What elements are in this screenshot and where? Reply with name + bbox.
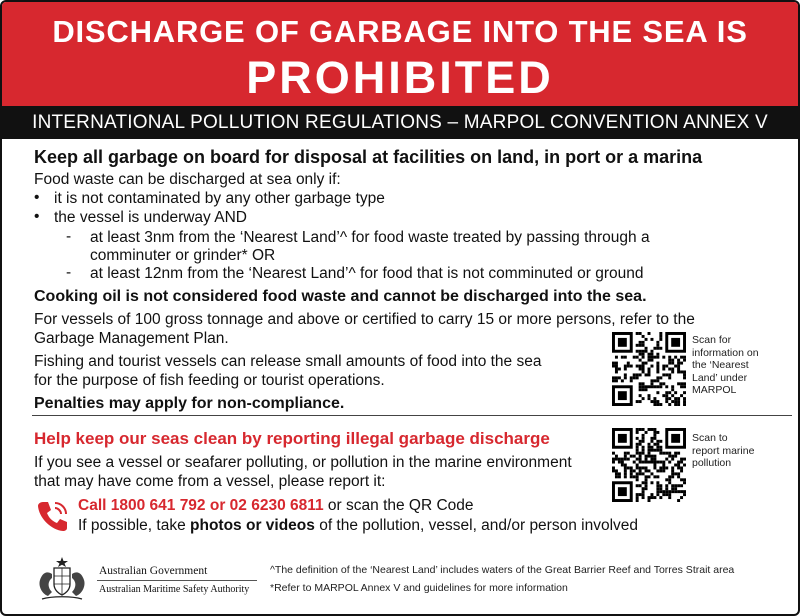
qr-note-line: MARPOL xyxy=(692,384,737,396)
coat-of-arms-icon xyxy=(34,554,90,604)
title-line-1: DISCHARGE OF GARBAGE INTO THE SEA IS xyxy=(52,14,748,49)
vessels-text-line2: Garbage Management Plan. xyxy=(34,330,229,347)
photos-prefix: If possible, take xyxy=(78,517,191,534)
subtitle-bar: INTERNATIONAL POLLUTION REGULATIONS – MARPOL CONVENTION ANNEX V xyxy=(2,106,798,139)
qr-note-line: report marine xyxy=(692,444,755,457)
photos-bold: photos or videos xyxy=(190,517,315,534)
footnote-nearest-land: ^The definition of the ‘Nearest Land’ includes waters of the Great Barrier Reef and Torres Strait area xyxy=(270,564,735,576)
food-waste-intro: Food waste can be discharged at sea only if: xyxy=(34,171,341,188)
vessels-text-line1: For vessels of 100 gross tonnage and above or certified to carry 15 or more persons, refer to the xyxy=(34,311,695,328)
qr-note-line: pollution xyxy=(692,457,732,469)
qr-code-icon[interactable] xyxy=(612,332,686,406)
dash-marker: - xyxy=(66,264,72,281)
qr-note-report xyxy=(692,432,754,470)
qr-note-line: information on xyxy=(692,346,759,359)
report-text-line2: that may have come from a vessel, please report it: xyxy=(34,473,386,490)
photos-line xyxy=(78,516,638,535)
cooking-oil-notice: Cooking oil is not considered food waste and cannot be discharged into the sea. xyxy=(34,288,647,305)
penalties-notice: Penalties may apply for non-compliance. xyxy=(34,395,345,412)
subitem-line: at least 12nm from the ‘Nearest Land’^ for food that is not comminuted or ground xyxy=(90,265,644,282)
qr-note-line: Scan for xyxy=(692,334,732,346)
fishing-text-line2: for the purpose of fish feeding or tourist operations. xyxy=(34,372,385,389)
phone-icon xyxy=(36,499,70,533)
qr-code-icon[interactable] xyxy=(612,428,686,502)
bullet-item: the vessel is underway AND xyxy=(54,209,247,226)
section1-heading: Keep all garbage on board for disposal at facilities on land, in port or a marina xyxy=(34,147,703,167)
call-numbers[interactable]: Call 1800 641 792 or 02 6230 6811 xyxy=(78,497,324,514)
title-line-2: PROHIBITED xyxy=(246,52,554,103)
call-line xyxy=(78,496,474,515)
subitem-line: at least 3nm from the ‘Nearest Land’^ for food waste treated by passing through a xyxy=(90,229,650,246)
bullet-item: it is not contaminated by any other garbage type xyxy=(54,190,385,207)
call-suffix: or scan the QR Code xyxy=(323,497,474,514)
bullet-marker: • xyxy=(34,208,40,225)
qr-note-line: Land’ under xyxy=(692,371,748,384)
dash-marker: - xyxy=(66,228,72,245)
gov-line-2: Australian Maritime Safety Authority xyxy=(99,584,250,595)
section2-heading: Help keep our seas clean by reporting illegal garbage discharge xyxy=(34,429,550,448)
footnote-marpol: *Refer to MARPOL Annex V and guidelines for more information xyxy=(270,582,568,594)
gov-divider xyxy=(97,580,257,581)
qr-note-line: the ‘Nearest xyxy=(692,359,749,371)
gov-line-1: Australian Government xyxy=(99,565,208,577)
qr-note-line: Scan to xyxy=(692,432,728,444)
subitem-line: comminuter or grinder* OR xyxy=(90,247,276,264)
photos-suffix: of the pollution, vessel, and/or person involved xyxy=(314,517,639,534)
fishing-text-line1: Fishing and tourist vessels can release small amounts of food into the sea xyxy=(34,353,542,370)
report-text-line1: If you see a vessel or seafarer polluting, or pollution in the marine environment xyxy=(34,454,572,471)
section-divider xyxy=(32,415,792,416)
sign-header xyxy=(2,2,798,106)
qr-note-nearest-land xyxy=(692,334,759,397)
bullet-marker: • xyxy=(34,189,40,206)
